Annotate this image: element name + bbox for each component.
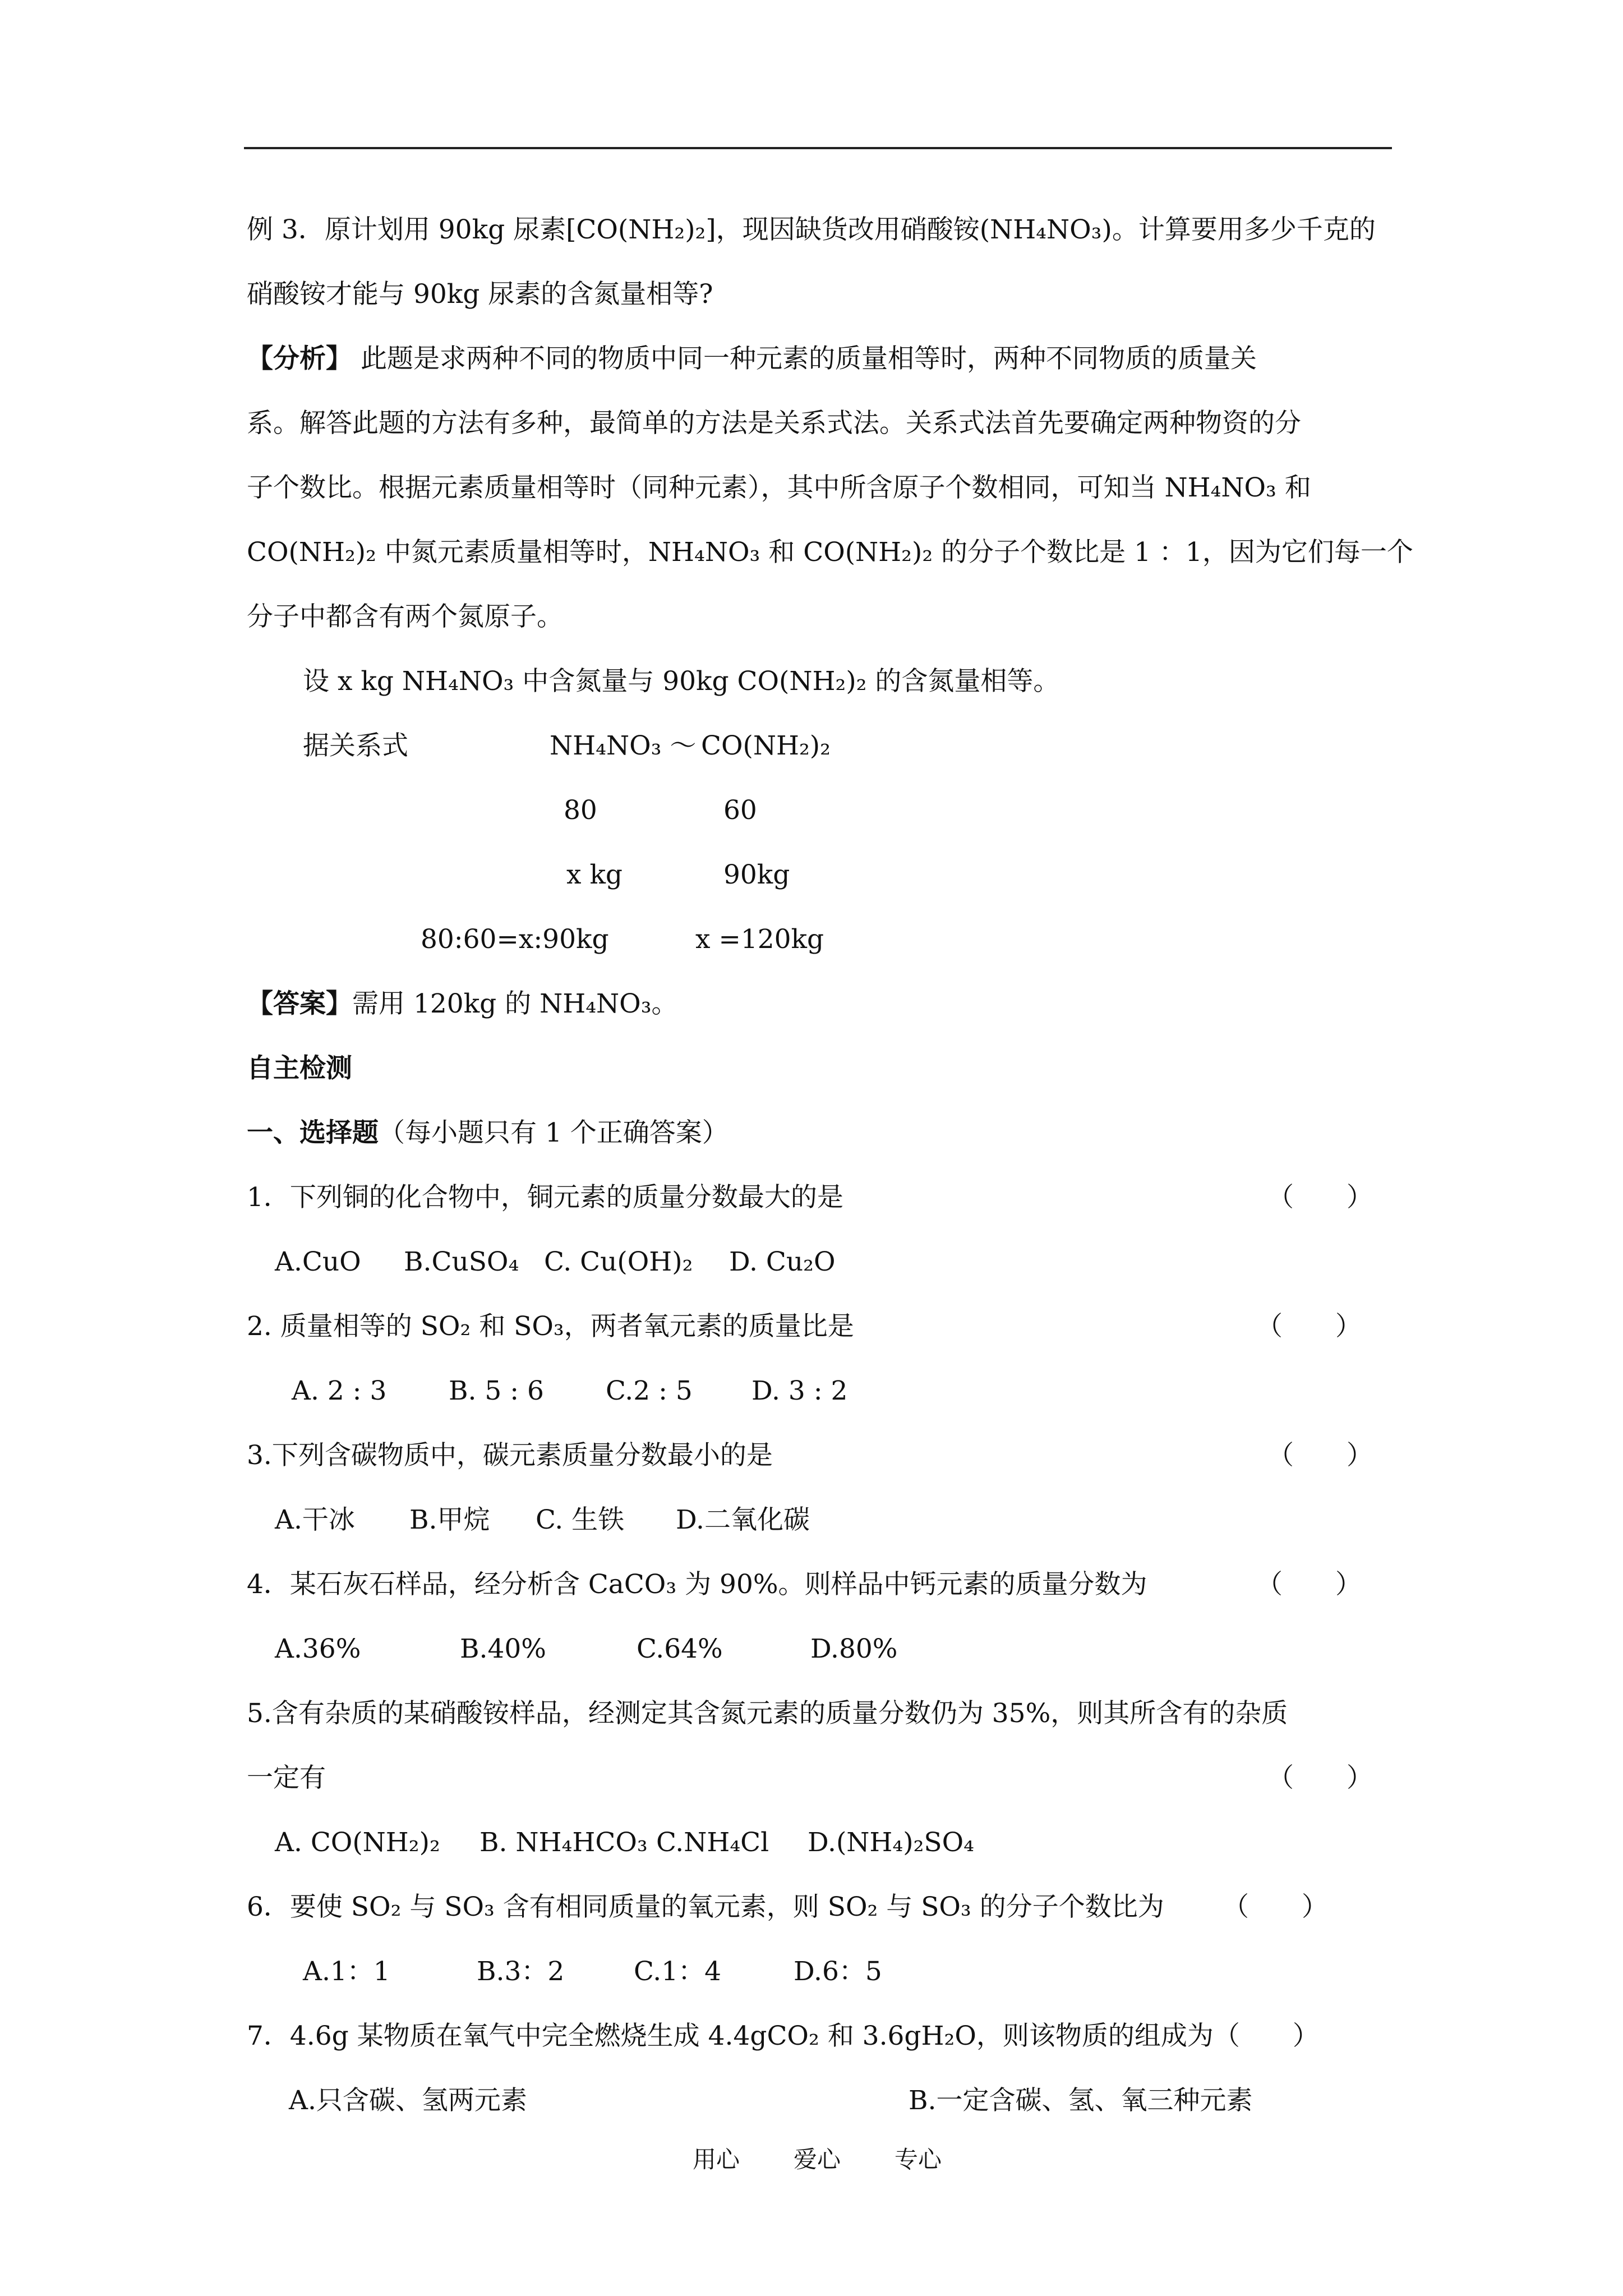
section-title: 一、选择题 <box>247 1117 379 1148</box>
q4-option-b[interactable]: B.40% <box>460 1634 546 1664</box>
q4-option-c[interactable]: C.64% <box>637 1634 723 1664</box>
answer-line <box>247 979 678 1029</box>
q6-option-d[interactable]: D.6：5 <box>794 1956 882 1987</box>
q1-option-d[interactable]: D. Cu₂O <box>729 1246 836 1277</box>
footer-word-2: 爱心 <box>794 2146 841 2173</box>
q4-option-a[interactable]: A.36% <box>275 1634 361 1664</box>
q5-option-d[interactable]: D.(NH₄)₂SO₄ <box>808 1827 974 1858</box>
footer-word-1: 用心 <box>693 2146 740 2173</box>
q4-option-d[interactable]: D.80% <box>810 1634 898 1664</box>
question-3-stem: 3.下列含碳物质中，碳元素质量分数最小的是 <box>247 1440 773 1471</box>
relation-right: CO(NH₂)₂ <box>701 730 831 761</box>
q7-option-a[interactable]: A.只含碳、氢两元素 <box>289 2085 527 2116</box>
relation-left: NH₄NO₃ ～ <box>550 730 697 761</box>
q6-option-a[interactable]: A.1：1 <box>303 1956 390 1987</box>
example-line-2: 硝酸铵才能与 90kg 尿素的含氮量相等? <box>247 279 713 310</box>
q3-option-b[interactable]: B.甲烷 <box>409 1504 490 1535</box>
question-5-stem: 5.含有杂质的某硝酸铵样品，经测定其含氮元素的质量分数仍为 35%，则其所含有的杂质 <box>247 1698 1288 1729</box>
q1-option-c[interactable]: C. Cu(OH)₂ <box>544 1246 693 1277</box>
analysis-line-5: 分子中都含有两个氮原子。 <box>247 601 563 632</box>
mass-left: 80 <box>564 795 597 826</box>
q6-option-c[interactable]: C.1：4 <box>634 1956 722 1987</box>
question-5-stem-2: 一定有 <box>247 1763 326 1793</box>
q3-option-d[interactable]: D.二氧化碳 <box>676 1504 810 1535</box>
analysis-label: 【分析】 <box>247 343 352 374</box>
relation-label: 据关系式 <box>303 730 408 761</box>
analysis-line-4: CO(NH₂)₂ 中氮元素质量相等时，NH₄NO₃ 和 CO(NH₂)₂ 的分子个数比是 1 ：1，因为它们每一个 <box>247 537 1413 568</box>
ratio-equation: 80:60=x:90kg <box>421 924 609 955</box>
qty-right: 90kg <box>723 859 790 890</box>
q2-option-d[interactable]: D. 3 : 2 <box>751 1375 848 1406</box>
question-2-bracket: （ ） <box>1256 1311 1362 1342</box>
question-1-bracket: （ ） <box>1267 1182 1373 1213</box>
answer-label: 【答案】 <box>247 988 352 1019</box>
footer-word-3: 专心 <box>895 2146 942 2173</box>
section-title-line <box>247 1108 728 1158</box>
q1-option-b[interactable]: B.CuSO₄ <box>404 1246 519 1277</box>
q3-option-a[interactable]: A.干冰 <box>275 1504 355 1535</box>
ratio-result: x =120kg <box>695 924 824 955</box>
q7-option-b[interactable]: B.一定含碳、氢、氧三种元素 <box>909 2085 1253 2116</box>
answer-text: 需用 120kg 的 NH₄NO₃。 <box>352 988 678 1019</box>
self-test-heading: 自主检测 <box>247 1053 352 1084</box>
question-5-bracket: （ ） <box>1267 1763 1373 1793</box>
q2-option-b[interactable]: B. 5 : 6 <box>449 1375 544 1406</box>
q5-option-b[interactable]: B. NH₄HCO₃ <box>479 1827 648 1858</box>
q3-option-c[interactable]: C. 生铁 <box>536 1504 625 1535</box>
example-line-1: 例 3．原计划用 90kg 尿素[CO(NH₂)₂]，现因缺货改用硝酸铵(NH₄NO₃)。计算要用多少千克的 <box>247 214 1376 245</box>
analysis-line-1 <box>247 334 1257 384</box>
analysis-text-1: 此题是求两种不同的物质中同一种元素的质量相等时，两种不同物质的质量关 <box>352 343 1257 374</box>
question-7-stem: 7．4.6g 某物质在氧气中完全燃烧生成 4.4gCO₂ 和 3.6gH₂O，则该物质的组成为（ ） <box>247 2021 1319 2051</box>
q5-option-c[interactable]: C.NH₄Cl <box>656 1827 769 1858</box>
q1-option-a[interactable]: A.CuO <box>275 1246 361 1277</box>
q6-option-b[interactable]: B.3：2 <box>477 1956 565 1987</box>
section-note: （每小题只有 1 个正确答案） <box>379 1117 728 1148</box>
question-6-stem: 6．要使 SO₂ 与 SO₃ 含有相同质量的氧元素，则 SO₂ 与 SO₃ 的分子个数比为 <box>247 1892 1164 1922</box>
question-2-stem: 2. 质量相等的 SO₂ 和 SO₃，两者氧元素的质量比是 <box>247 1311 854 1342</box>
question-6-bracket: （ ） <box>1223 1892 1328 1922</box>
question-1-stem: 1．下列铜的化合物中，铜元素的质量分数最大的是 <box>247 1182 843 1213</box>
analysis-line-3: 子个数比。根据元素质量相等时（同种元素），其中所含原子个数相同，可知当 NH₄NO₃ 和 <box>247 472 1311 503</box>
q2-option-c[interactable]: C.2 : 5 <box>606 1375 693 1406</box>
question-4-stem: 4．某石灰石样品，经分析含 CaCO₃ 为 90%。则样品中钙元素的质量分数为 <box>247 1569 1147 1600</box>
analysis-line-2: 系。解答此题的方法有多种，最简单的方法是关系式法。关系式法首先要确定两种物资的分 <box>247 408 1301 439</box>
question-3-bracket: （ ） <box>1267 1440 1373 1471</box>
mass-right: 60 <box>723 795 757 826</box>
question-4-bracket: （ ） <box>1256 1569 1362 1600</box>
q5-option-a[interactable]: A. CO(NH₂)₂ <box>275 1827 440 1858</box>
q2-option-a[interactable]: A. 2 : 3 <box>292 1375 387 1406</box>
solution-set: 设 x kg NH₄NO₃ 中含氮量与 90kg CO(NH₂)₂ 的含氮量相等。 <box>303 666 1060 697</box>
header-rule <box>244 147 1392 149</box>
qty-left: x kg <box>566 859 623 890</box>
